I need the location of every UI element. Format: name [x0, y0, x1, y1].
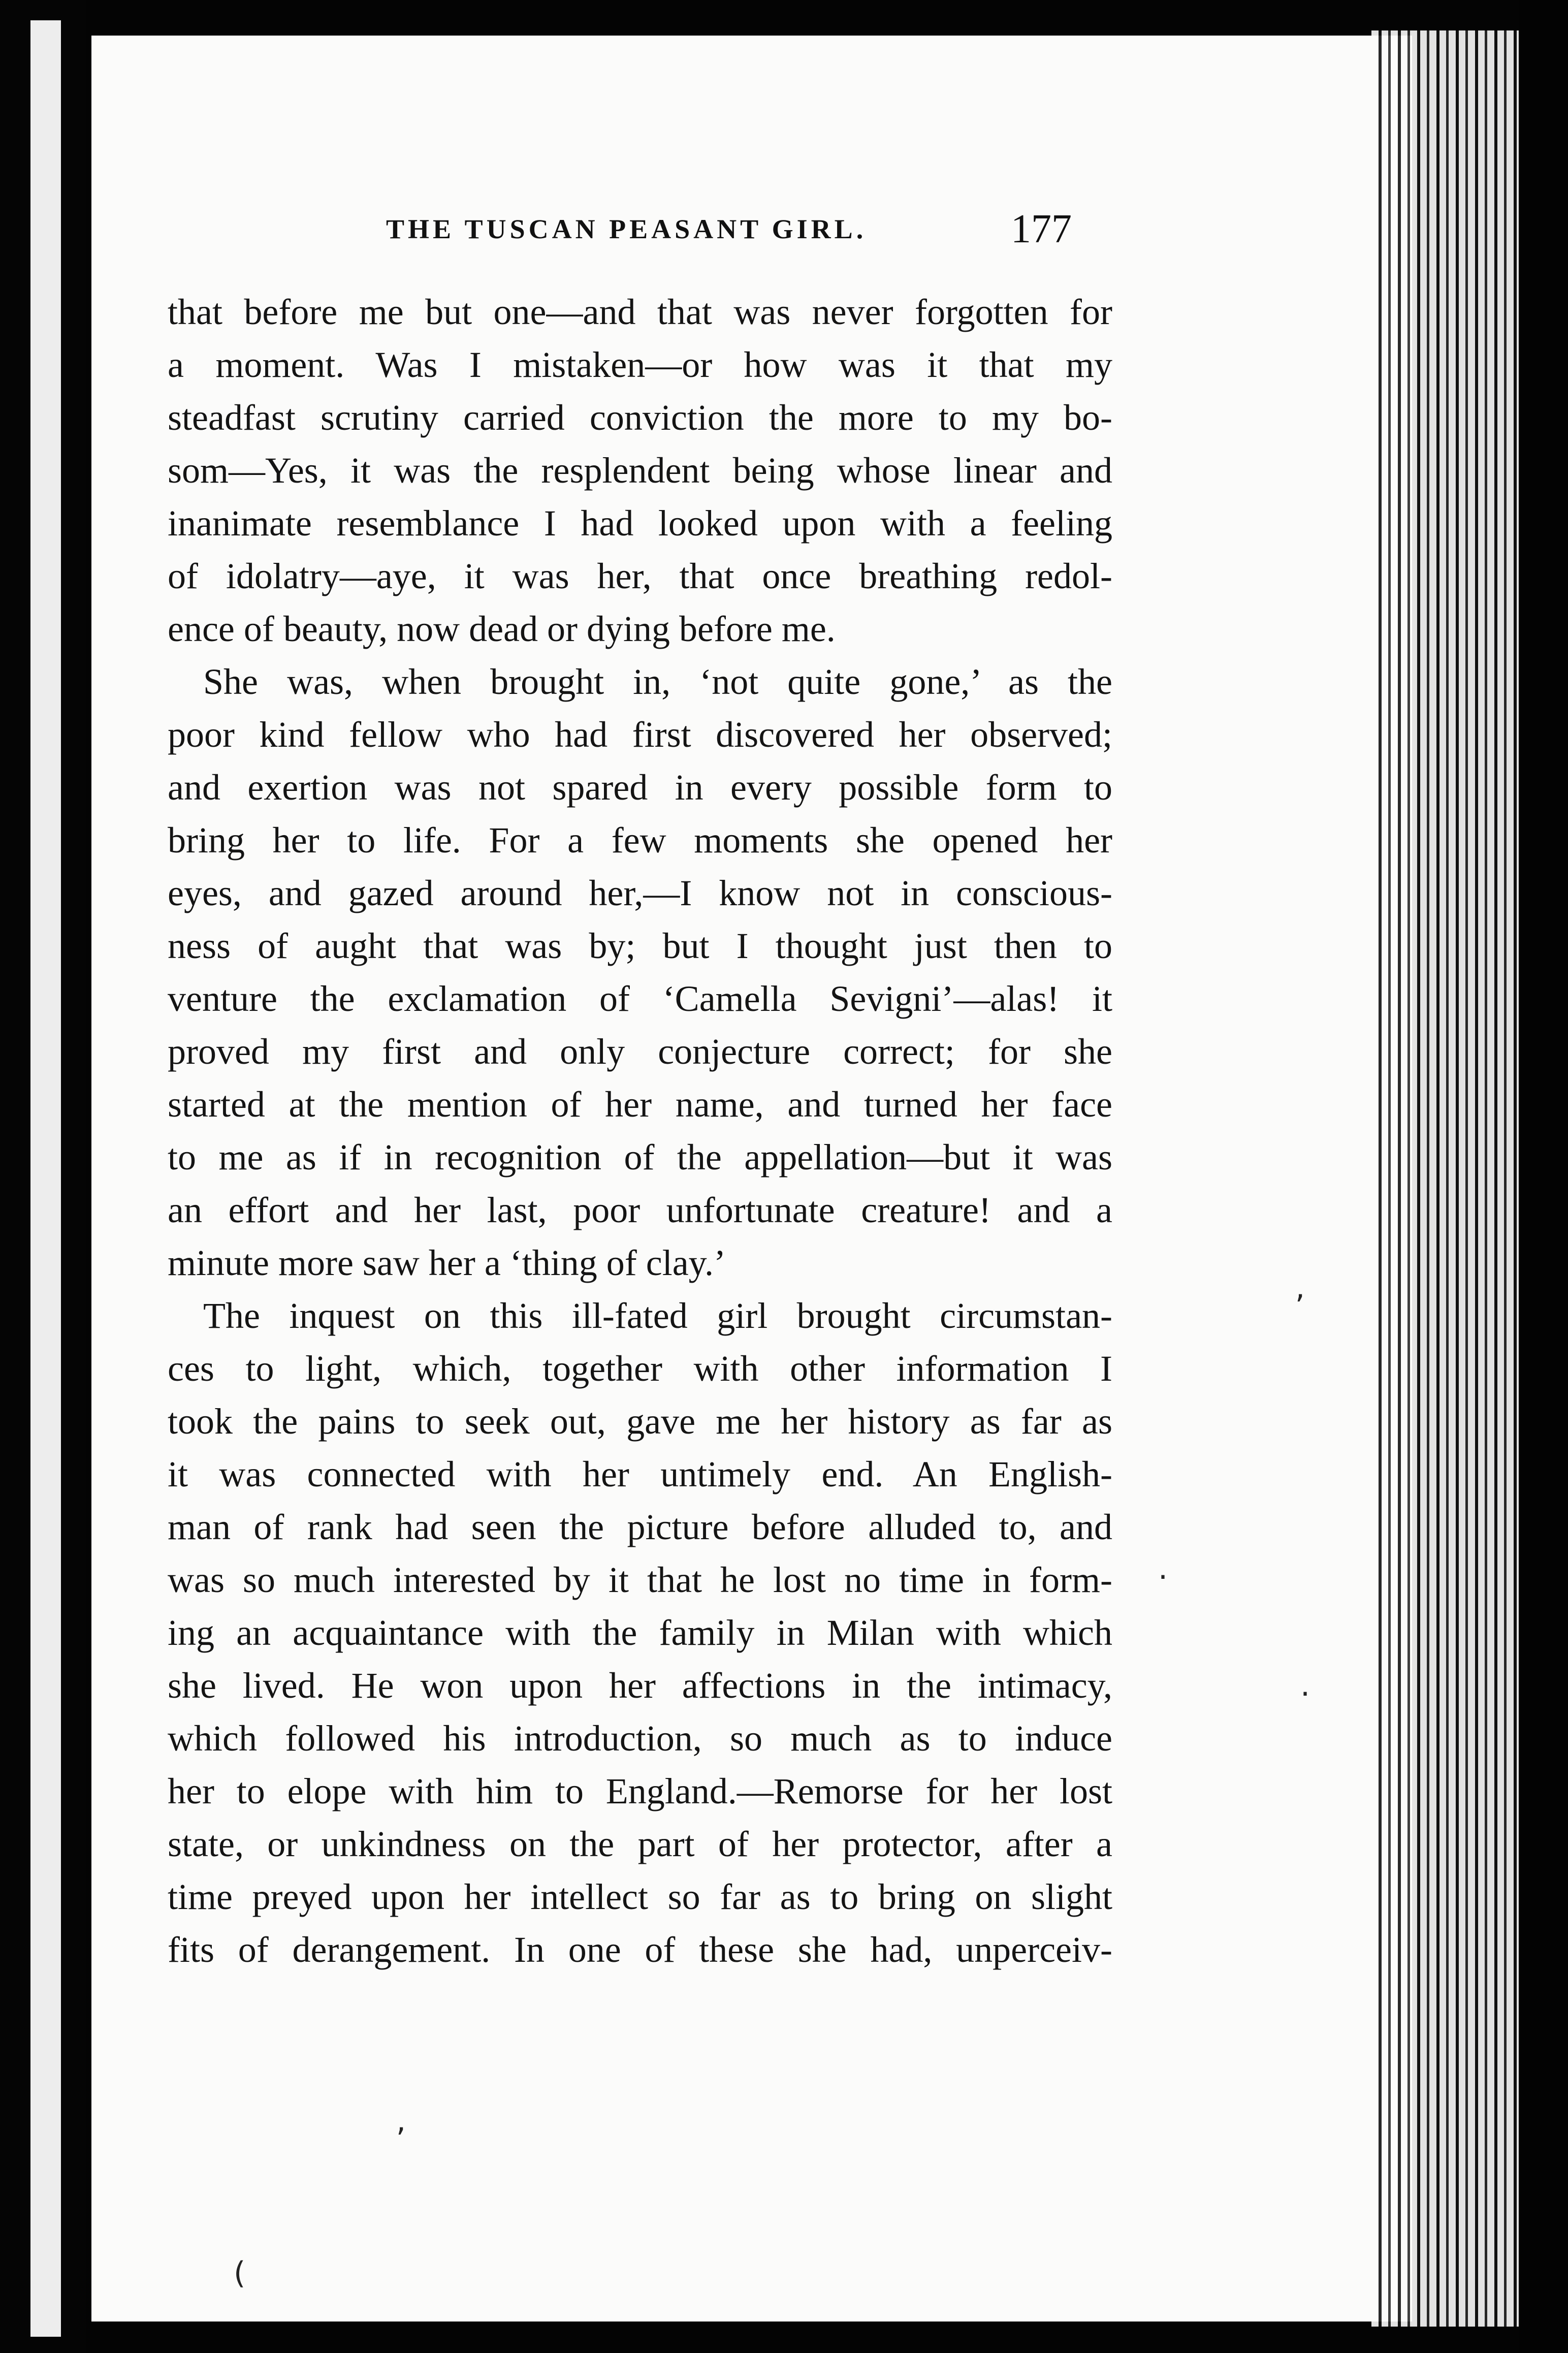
ink-speck: ,: [396, 2103, 406, 2139]
text-line: to me as if in recognition of the appellation—but it was: [168, 1137, 1112, 1178]
text-line: ces to light, which, together with other information I: [168, 1348, 1112, 1389]
text-line: her to elope with him to England.—Remorse for her lost: [168, 1771, 1112, 1811]
text-line: state, or unkindness on the part of her protector, after a: [168, 1824, 1112, 1864]
text-line: proved my first and only conjecture correct; for she: [168, 1031, 1112, 1072]
text-line: fits of derangement. In one of these she had, unperceiv-: [168, 1929, 1112, 1970]
text-line: ence of beauty, now dead or dying before me.: [168, 609, 836, 649]
text-line: was so much interested by it that he lost no time in form-: [168, 1560, 1112, 1600]
ink-speck: ·: [1300, 1676, 1310, 1712]
text-line: She was, when brought in, ‘not quite gone,’ as the: [203, 661, 1112, 702]
text-line: started at the mention of her name, and turned her face: [168, 1084, 1112, 1125]
text-line: an effort and her last, poor unfortunate creature! and a: [168, 1190, 1112, 1230]
text-line: man of rank had seen the picture before alluded to, and: [168, 1507, 1112, 1547]
text-line: which followed his introduction, so much as to induce: [168, 1718, 1112, 1759]
text-line: and exertion was not spared in every possible form to: [168, 767, 1112, 808]
text-line: she lived. He won upon her affections in the intimacy,: [168, 1665, 1112, 1706]
text-line: it was connected with her untimely end. An English-: [168, 1454, 1112, 1495]
text-line: venture the exclamation of ‘Camella Sevigni’—alas! it: [168, 978, 1112, 1019]
text-line: time preyed upon her intellect so far as to bring on slight: [168, 1877, 1112, 1917]
text-line: that before me but one—and that was never forgotten for: [168, 292, 1112, 332]
text-line: som—Yes, it was the resplendent being whose linear and: [168, 450, 1112, 491]
text-line: took the pains to seek out, gave me her history as far as: [168, 1401, 1112, 1442]
ink-speck: (: [234, 2255, 246, 2291]
text-line: a moment. Was I mistaken—or how was it that my: [168, 344, 1112, 385]
running-head: THE TUSCAN PEASANT GIRL.: [386, 214, 867, 244]
text-line: steadfast scrutiny carried conviction the more to my bo-: [168, 397, 1112, 438]
text-line: bring her to life. For a few moments she opened her: [168, 820, 1112, 861]
text-line: inanimate resemblance I had looked upon with a feeling: [168, 503, 1112, 544]
ink-speck: ,: [1295, 1270, 1305, 1306]
page-edge-stack: [1371, 30, 1524, 2327]
text-line: ing an acquaintance with the family in Milan with which: [168, 1612, 1112, 1653]
text-line: The inquest on this ill-fated girl brought circumstan-: [203, 1295, 1112, 1336]
body-text: [168, 285, 1112, 1976]
ink-speck: ·: [1158, 1560, 1168, 1595]
left-page-strip: [30, 20, 61, 2337]
text-line: minute more saw her a ‘thing of clay.’: [168, 1243, 726, 1283]
page-number: 177: [1011, 207, 1072, 251]
right-gutter: [1519, 0, 1568, 2353]
text-line: of idolatry—aye, it was her, that once breathing redol-: [168, 556, 1112, 596]
text-line: poor kind fellow who had first discovered her observed;: [168, 714, 1112, 755]
text-line: ness of aught that was by; but I thought just then to: [168, 926, 1112, 966]
text-line: eyes, and gazed around her,—I know not in conscious-: [168, 873, 1112, 913]
